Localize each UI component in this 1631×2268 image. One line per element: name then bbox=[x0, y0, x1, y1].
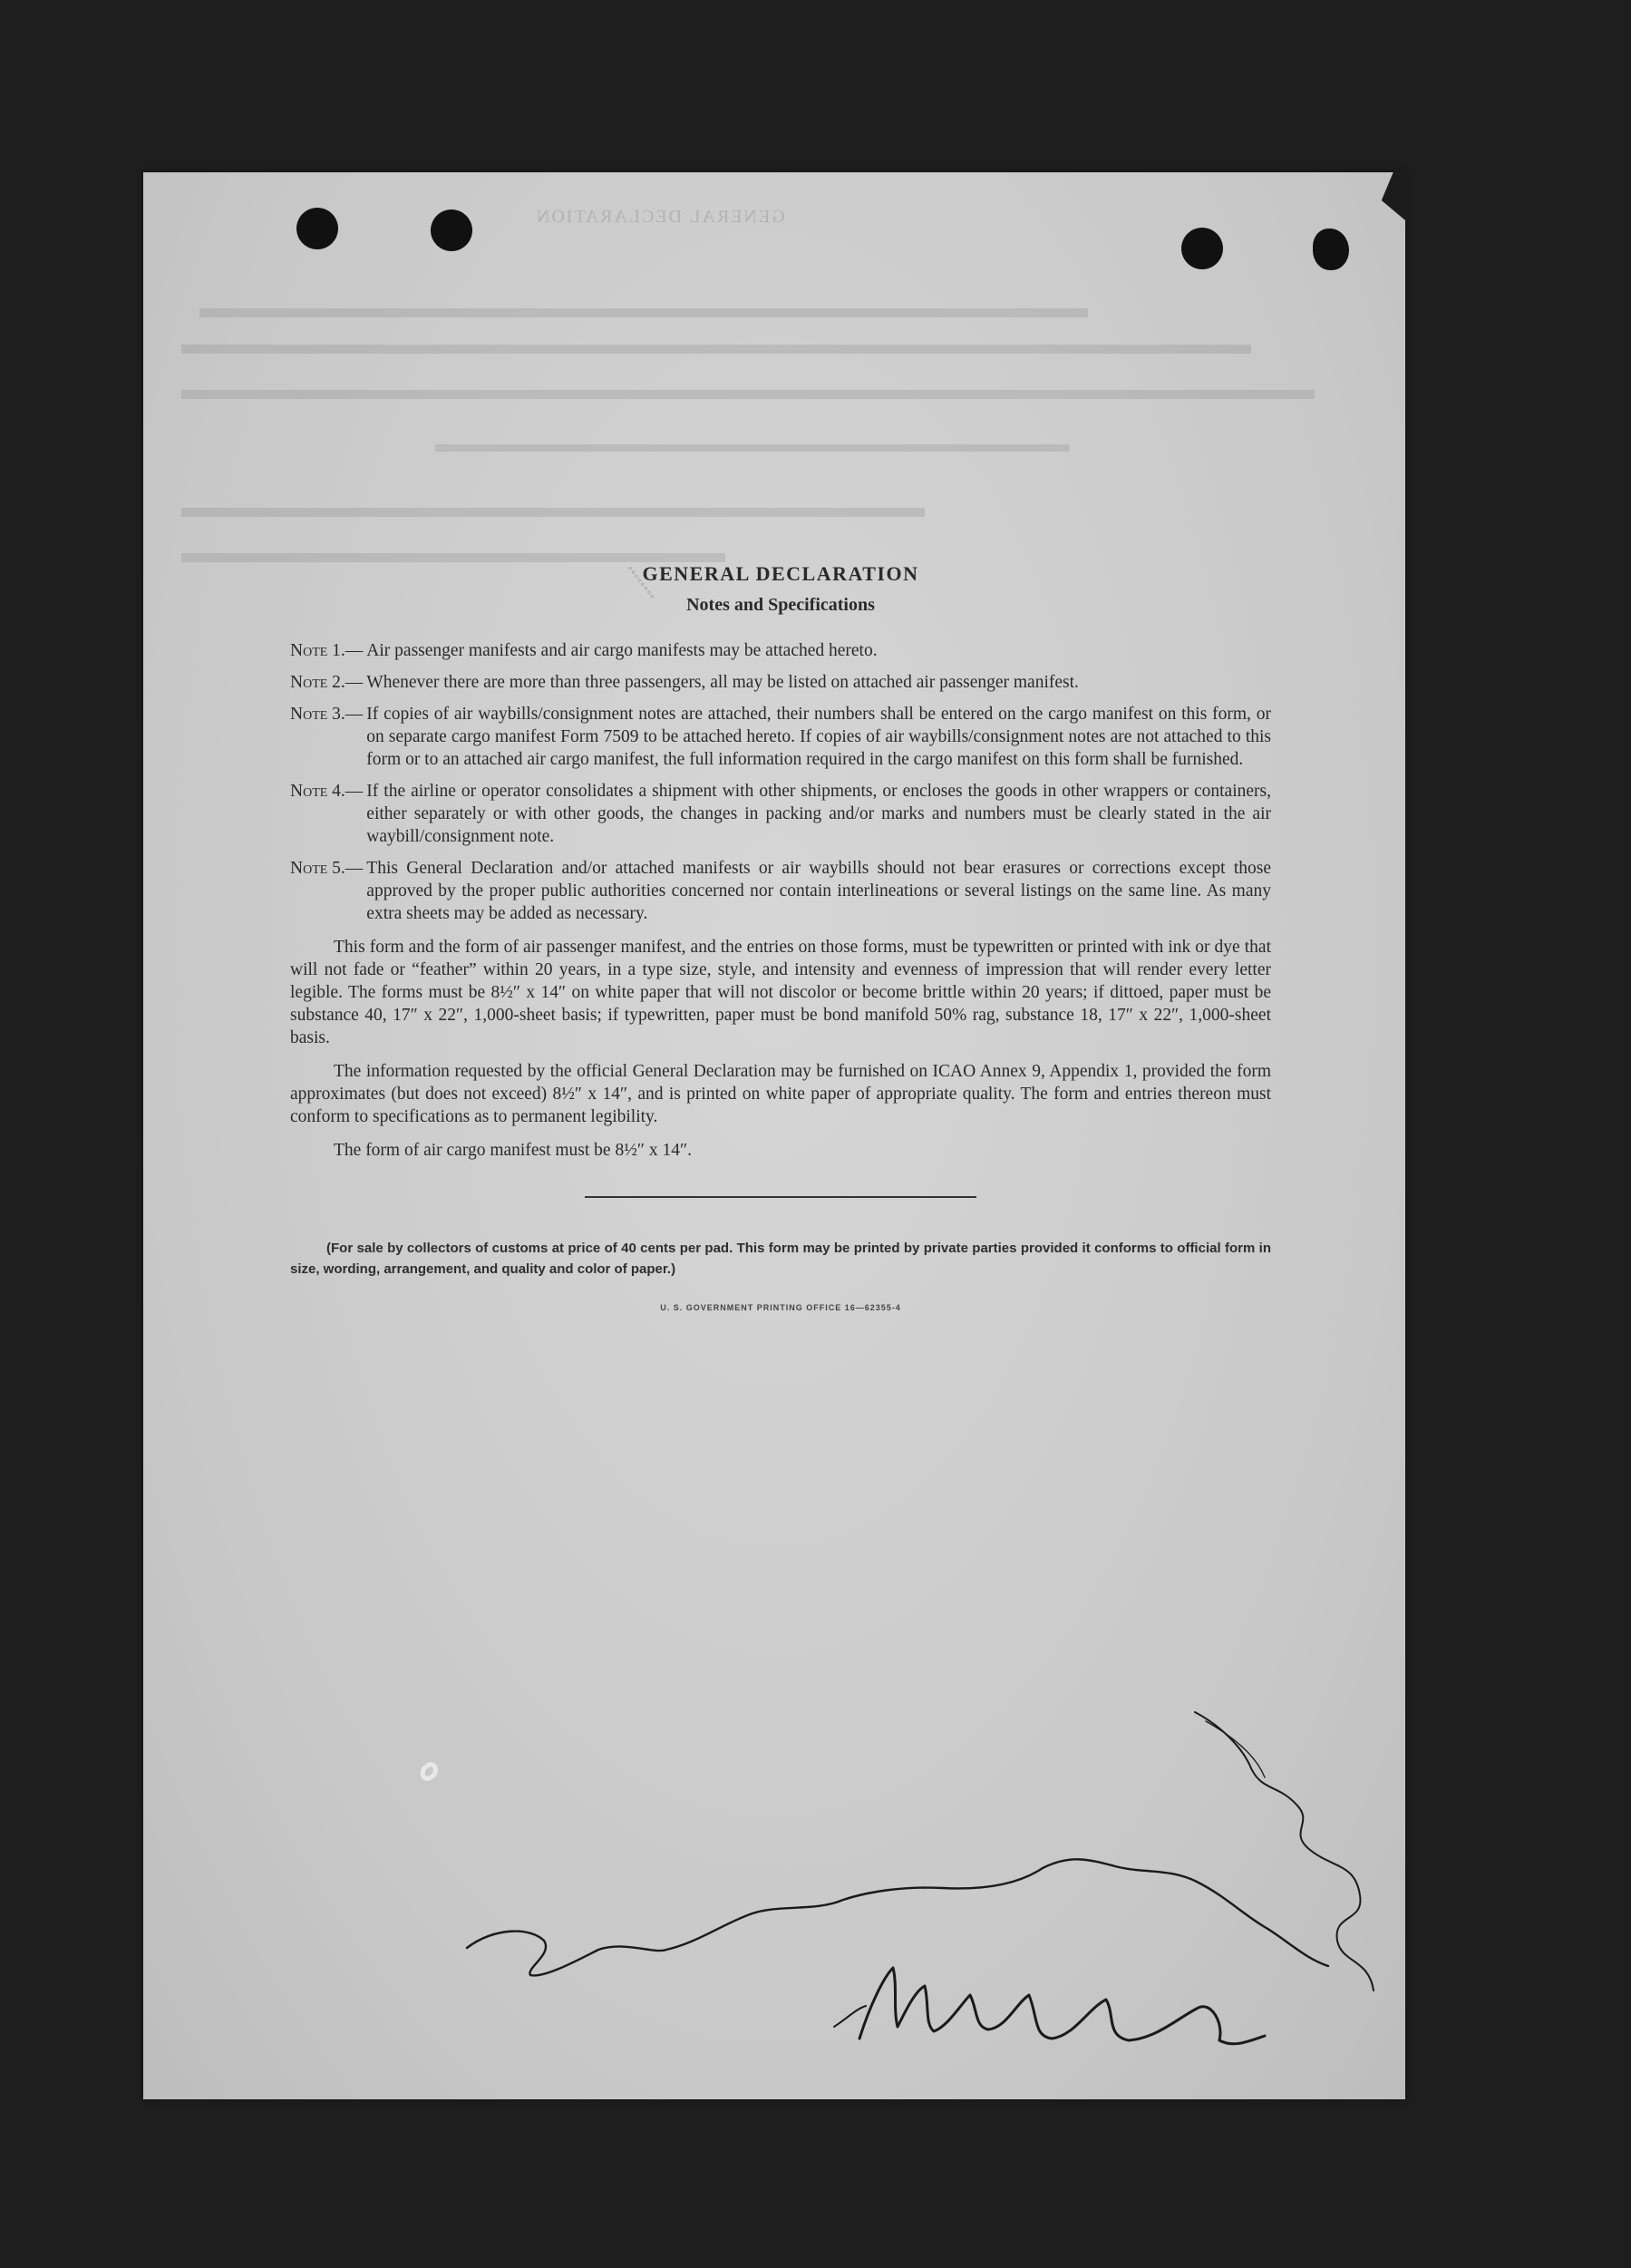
paragraph-form-requirements: This form and the form of air passenger manifest, and the entries on those forms, must be typewritten or printed with ink or dye that will not fade or “feather” within 20 years, in a type size, style, and intensity and evenness of impression that will render every letter legible. The forms must be 8½″ x 14″ on white paper that will not discolor or become brittle within 20 years; if dittoed, paper must be substance 40, 17″ x 22″, 1,000-sheet basis; if typewritten, paper must be bond manifold 50% rag, substance 18, 17″ x 22″, 1,000-sheet basis. bbox=[290, 938, 1271, 1047]
bleed-through-header: GENERAL DECLARATION bbox=[535, 207, 785, 227]
note-text: If the airline or operator consolidates a shipment with other shipments, or encloses the goods in other wrappers or containers, either separately or with other goods, the changes in packing and/or marks and numbers must be clearly stated in the air waybill/consignment note. bbox=[366, 782, 1271, 846]
faint-stamp: ◦◦◦◦◦◦◦◦ bbox=[624, 562, 660, 603]
note-text: This General Declaration and/or attached manifests or air waybills should not bear erasures or corrections except those approved by the proper public authorities concerned nor contain interlineations or several listings on the same line. As many extra sheets may be added as necessary. bbox=[366, 859, 1271, 923]
note-label: Note 2.— bbox=[290, 673, 364, 692]
document-title: GENERAL DECLARATION bbox=[642, 562, 919, 585]
note-label: Note 4.— bbox=[290, 782, 364, 801]
paragraph-cargo-manifest-size: The form of air cargo manifest must be 8½″ x 14″. bbox=[334, 1141, 692, 1160]
document-subtitle: Notes and Specifications bbox=[686, 595, 875, 615]
printer-line: U. S. GOVERNMENT PRINTING OFFICE 16—62355-4 bbox=[660, 1303, 901, 1312]
note-text: If copies of air waybills/consignment notes are attached, their numbers shall be entered on the cargo manifest on this form, or on separate cargo manifest Form 7509 to be attached hereto. If copies of air waybills/consignment notes are not attached to this form or to an attached air cargo manifest, the full information required in the cargo manifest on this form shall be furnished. bbox=[366, 705, 1271, 769]
note-label: Note 5.— bbox=[290, 859, 364, 878]
note-text: Air passenger manifests and air cargo manifests may be attached hereto. bbox=[366, 641, 878, 660]
note-text: Whenever there are more than three passengers, all may be listed on attached air passenger manifest. bbox=[366, 673, 1079, 692]
note-label: Note 1.— bbox=[290, 641, 364, 660]
sale-notice: (For sale by collectors of customs at price of 40 cents per pad. This form may be printed by private parties provided it conforms to official form in size, wording, arrangement, and quality and color of paper.) bbox=[290, 1241, 1271, 1277]
paragraph-icao: The information requested by the official General Declaration may be furnished on ICAO Annex 9, Appendix 1, provided the form approximates (but does not exceed) 8½″ x 14″, and is printed on white paper of appropriate quality. The form and entries thereon must conform to specifications as to permanent legibility. bbox=[290, 1062, 1271, 1126]
note-label: Note 3.— bbox=[290, 705, 364, 724]
